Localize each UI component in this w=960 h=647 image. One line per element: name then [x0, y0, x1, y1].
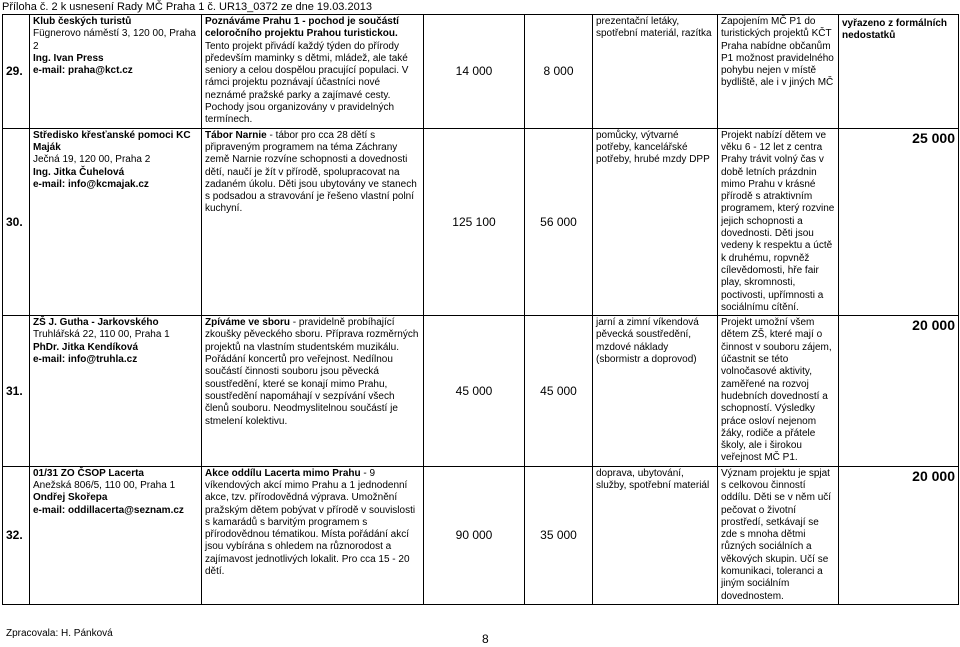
total-amount: 90 000: [424, 466, 525, 604]
project-cell: [202, 316, 424, 467]
organization-cell: [30, 316, 202, 467]
org-contact: Ing. Jitka Čuhelová: [33, 166, 125, 178]
justification-cell: Význam projektu je spjat s celkovou činností oddílu. Děti se v něm učí pečovat o životní prostředí, setkávají se zde s mnoha dětmi různých sociálních a věkových skupin. Učí se komunikaci, toleranci a jiným sociálním dovednostem.: [718, 466, 839, 604]
org-email: e-mail: oddillacerta@seznam.cz: [33, 504, 184, 516]
project-cell: [202, 128, 424, 315]
table-row: [3, 316, 959, 467]
justification-cell: Zapojením MČ P1 do turistických projektů KČT Praha nabídne občanům P1 možnost pravidelného pohybu nejen v místě bydliště, ale i v jiných MČ: [718, 15, 839, 129]
project-cell: [202, 15, 424, 129]
org-address: Anežská 806/5, 110 00, Praha 1: [33, 479, 176, 491]
total-amount: 14 000: [424, 15, 525, 129]
purpose-cell: jarní a zimní víkendová pěvecká soustředění, mzdové náklady (sbormistr a doprovod): [593, 316, 718, 467]
footer-author: Zpracovala: H. Pánková: [6, 628, 113, 639]
document-header: Příloha č. 2 k usnesení Rady MČ Praha 1 č. UR13_0372 ze dne 19.03.2013: [2, 1, 372, 13]
grant-amount: 25 000: [839, 128, 959, 315]
org-name: ZŠ J. Gutha - Jarkovského: [33, 317, 159, 329]
organization-cell: [30, 15, 202, 129]
project-title: Poznáváme Prahu 1 - pochod je součástí celoročního projektu Prahou turistickou.: [205, 16, 399, 40]
org-name: Klub českých turistů: [33, 16, 132, 27]
requested-amount: 8 000: [525, 15, 593, 129]
justification-cell: Projekt umožní všem dětem ZŠ, které mají o činnost v souboru zájem, účastnit se této volnočasové aktivity, zaměřené na rozvoj hudebních dovedností a schopností. Výsledky práce osloví nejenom žáky, rodiče a přátele školy, ale i širokou veřejnost MČ P1.: [718, 316, 839, 467]
org-address: Ječná 19, 120 00, Praha 2: [33, 154, 151, 166]
grant-amount: 20 000: [839, 316, 959, 467]
table-row: [3, 15, 959, 129]
purpose-cell: doprava, ubytování, služby, spotřební materiál: [593, 466, 718, 604]
page-number: 8: [482, 632, 489, 646]
requested-amount: 45 000: [525, 316, 593, 467]
org-contact: PhDr. Jitka Kendíková: [33, 341, 139, 353]
grant-amount: vyřazeno z formálních nedostatků: [839, 15, 959, 129]
project-description: - 9 víkendových akcí mimo Prahu a 1 jednodenní akce, tzv. přírodovědná výprava. Umožnění pražským dětem pobývat v přírodě v souvislosti s kamarádů s barvitým programem s přírodovědnou tématikou. Místa pořádání akcí jsou vybírána s ohledem na různorodost a zajímavost jednotlivých lokalit. Pro cca 15 - 20 dětí.: [205, 467, 416, 578]
org-contact: Ondřej Skořepa: [33, 492, 108, 504]
project-title: Tábor Narnie: [205, 129, 267, 141]
org-contact: Ing. Ivan Press: [33, 52, 104, 64]
org-email: e-mail: praha@kct.cz: [33, 65, 133, 77]
org-address: Truhlářská 22, 110 00, Praha 1: [33, 329, 170, 341]
organization-cell: [30, 128, 202, 315]
grant-table: [2, 14, 959, 605]
project-description: - pravidelně probíhající zkoušky pěveckého sboru. Příprava rozměrných projektů na vlastním studentském muzikálu. Pořádání koncertů pro veřejnost. Nedílnou součástí činnosti souboru jsou pěvecká soustředění, které se konají mimo Prahu, soustředění napomáhají v sezpívání všech členů souboru. Neodmyslitelnou součástí je stmelení kolektivu.: [205, 317, 419, 427]
purpose-cell: prezentační letáky, spotřební materiál, razítka: [593, 15, 718, 129]
project-description: - tábor pro cca 28 dětí s připraveným programem na téma Záchrany země Narnie rozvíne schopnosti a dovednosti dětí, naučí je žít v přírodě, spolupracovat na zadaném úkolu. Děti jsou ubytovány ve stanech s podsadou a stravování je řešeno vlastní polní kuchyní.: [205, 129, 417, 215]
project-cell: [202, 466, 424, 604]
purpose-cell: pomůcky, výtvarné potřeby, kancelářské potřeby, hrubé mzdy DPP: [593, 128, 718, 315]
table-row: [3, 128, 959, 315]
org-address: Fügnerovo náměstí 3, 120 00, Praha 2: [33, 28, 196, 52]
project-title: Akce oddílu Lacerta mimo Prahu: [205, 467, 361, 479]
organization-cell: [30, 466, 202, 604]
total-amount: 45 000: [424, 316, 525, 467]
grant-amount: 20 000: [839, 466, 959, 604]
row-number: 32.: [3, 466, 30, 604]
requested-amount: 56 000: [525, 128, 593, 315]
row-number: 31.: [3, 316, 30, 467]
row-number: 30.: [3, 128, 30, 315]
org-name: 01/31 ZO ČSOP Lacerta: [33, 467, 144, 479]
org-email: e-mail: info@truhla.cz: [33, 354, 138, 366]
org-email: e-mail: info@kcmajak.cz: [33, 178, 149, 190]
row-number: 29.: [3, 15, 30, 129]
total-amount: 125 100: [424, 128, 525, 315]
project-title: Zpíváme ve sboru: [205, 317, 291, 329]
table-row: [3, 466, 959, 604]
org-name: Středisko křesťanské pomoci KC Maják: [33, 129, 191, 153]
justification-cell: Projekt nabízí dětem ve věku 6 - 12 let z centra Prahy trávit volný čas v době letních prázdnin mimo Prahu v krásné přírodě s atraktivním programem, který rozvine jejich schopnosti a dovednosti. Děti jsou vedeny k respektu a úctě k druhému, ropvněž cílevědomosti, hře fair play, skromnosti, poctivosti, upřímnosti a sociálnímu cítění.: [718, 128, 839, 315]
requested-amount: 35 000: [525, 466, 593, 604]
project-description: Tento projekt přivádí každý týden do přírody především maminky s dětmi, mládež, ale také seniory a celou dospělou pracující populaci. V rámci projektu poznávají účastníci nové neznámé pražské parky a zajímavé cesty. Pochody jsou organizovány v pravidelných termínech.: [205, 40, 409, 126]
